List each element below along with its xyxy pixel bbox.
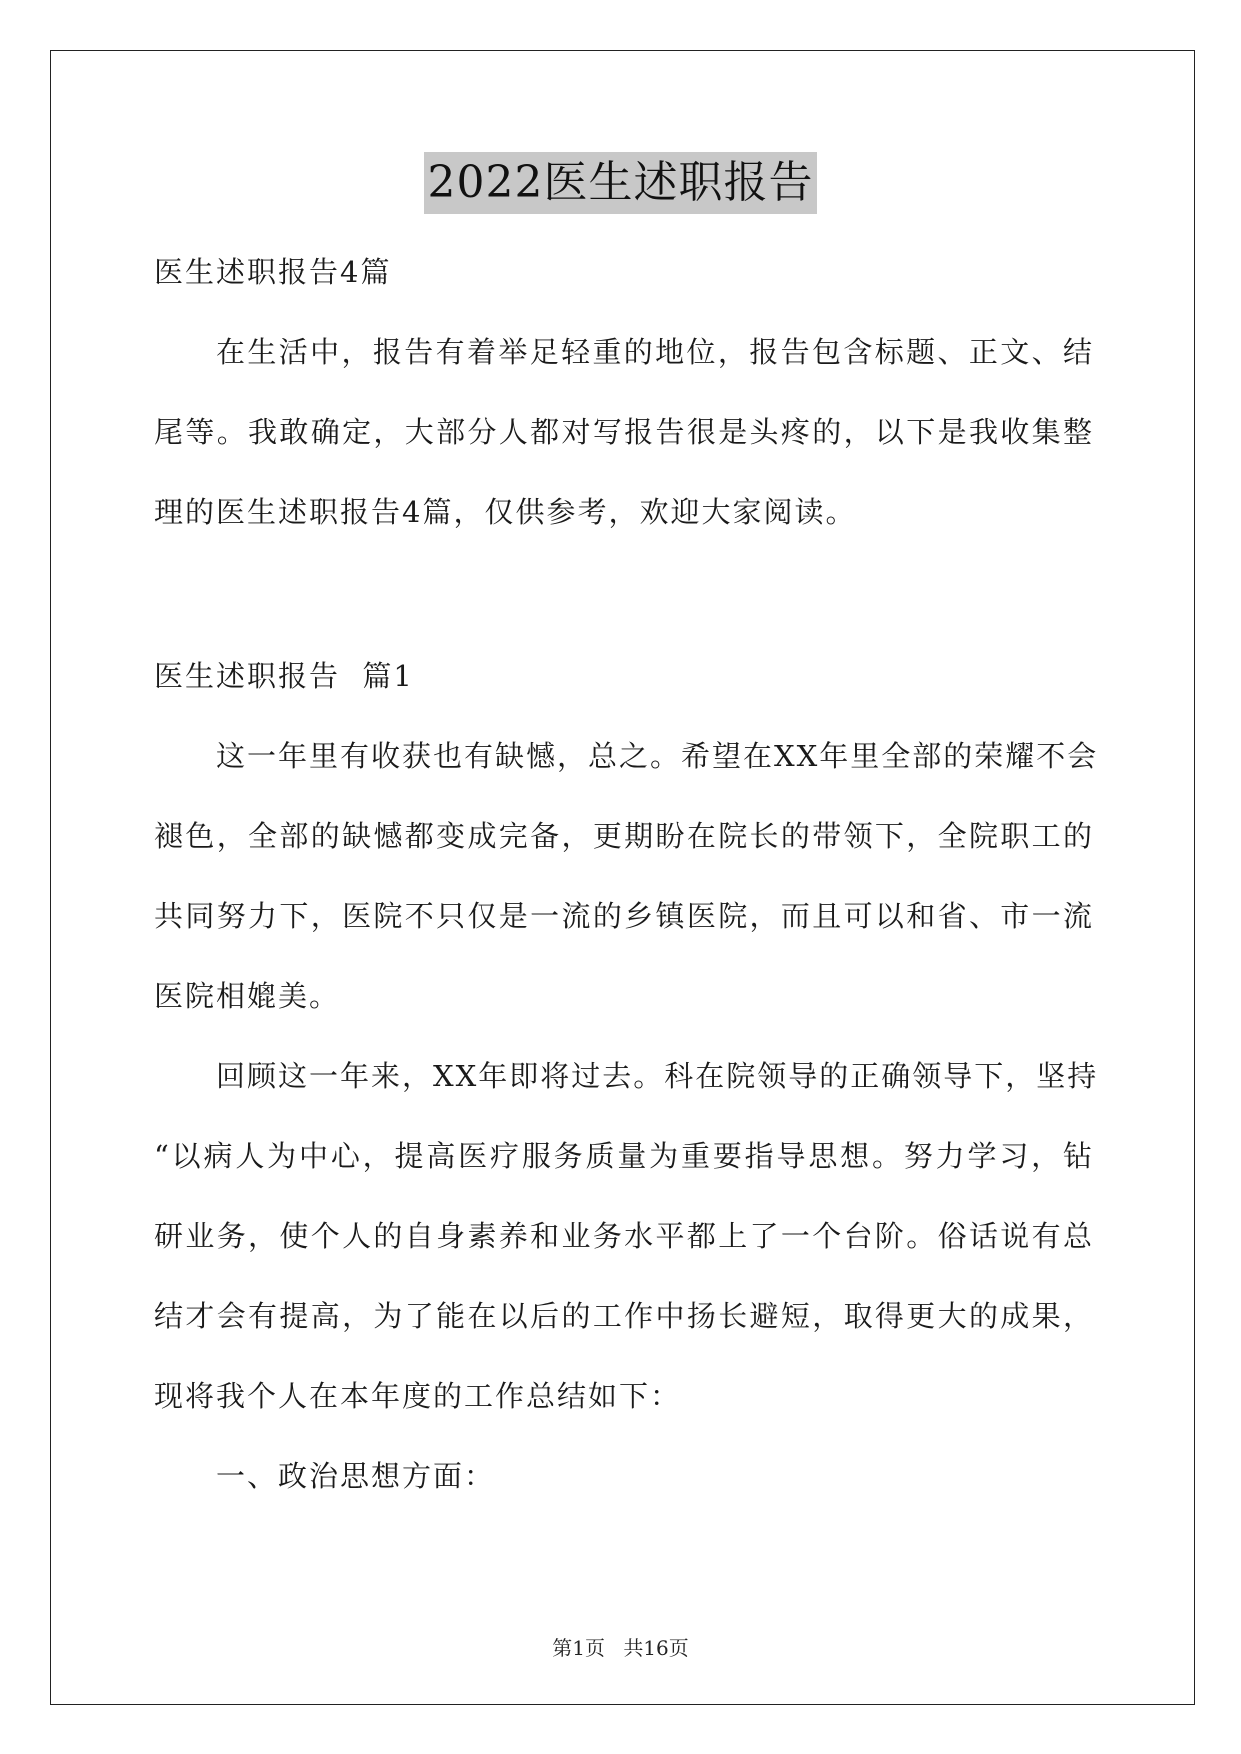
- document-subtitle: 医生述职报告4篇: [154, 255, 392, 289]
- paragraph-line: 医院相媲美。: [154, 979, 341, 1013]
- document-title: 2022医生述职报告: [424, 152, 818, 214]
- document-body: [154, 232, 1099, 1516]
- paragraph-line: “以病人为中心，提高医疗服务质量为重要指导思想。努力学习，钻: [154, 1139, 1094, 1173]
- intro-line: 在生活中，报告有着举足轻重的地位，报告包含标题、正文、结: [216, 335, 1094, 369]
- page-number-total: 共16页: [623, 1636, 689, 1660]
- page-number-current: 第1页: [552, 1636, 605, 1660]
- intro-line: 尾等。我敢确定，大部分人都对写报告很是头疼的，以下是我收集整: [154, 415, 1094, 449]
- spacer: [154, 552, 1094, 636]
- paragraph-line: 回顾这一年来，XX年即将过去。科在院领导的正确领导下，坚持: [216, 1059, 1099, 1093]
- paragraph-line: 褪色，全部的缺憾都变成完备，更期盼在院长的带领下，全院职工的: [154, 819, 1094, 853]
- page-footer: [0, 1632, 1241, 1661]
- paragraph-line: 共同努力下，医院不只仅是一流的乡镇医院，而且可以和省、市一流: [154, 899, 1094, 933]
- subsection-heading: 一、政治思想方面：: [216, 1459, 496, 1493]
- paragraph-line: 现将我个人在本年度的工作总结如下：: [154, 1379, 682, 1413]
- paragraph-line: 这一年里有收获也有缺憾，总之。希望在XX年里全部的荣耀不会: [216, 739, 1099, 773]
- paragraph-line: 结才会有提高，为了能在以后的工作中扬长避短，取得更大的成果，: [154, 1299, 1094, 1333]
- section-heading: 医生述职报告 篇1: [154, 659, 414, 693]
- intro-line: 理的医生述职报告4篇，仅供参考，欢迎大家阅读。: [154, 495, 857, 529]
- paragraph-line: 研业务，使个人的自身素养和业务水平都上了一个台阶。俗话说有总: [154, 1219, 1094, 1253]
- title-wrapper: [0, 152, 1241, 214]
